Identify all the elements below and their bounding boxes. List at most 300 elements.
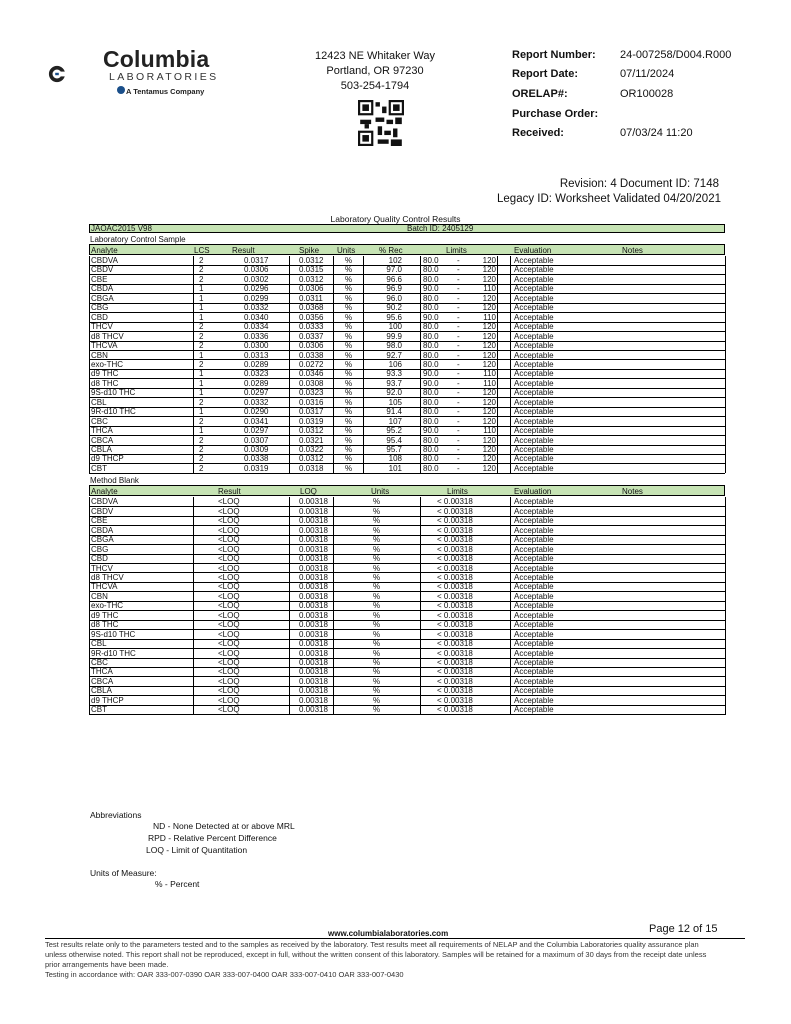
lcs-cell: - <box>457 454 460 464</box>
mb-cell: < 0.00318 <box>437 582 473 592</box>
mb-cell: < 0.00318 <box>437 639 473 649</box>
lcs-cell: - <box>457 341 460 351</box>
mb-cell: <LOQ <box>218 506 240 516</box>
lcs-cell: Acceptable <box>514 256 554 265</box>
mb-header-cell: Limits <box>447 487 468 497</box>
mb-cell: % <box>373 705 381 715</box>
mb-cell: <LOQ <box>218 525 240 535</box>
mb-cell: d8 THCV <box>91 572 124 582</box>
mb-cell: 0.00318 <box>299 639 328 649</box>
mb-cell: exo-THC <box>91 601 124 611</box>
lcs-cell: 0.0300 <box>244 341 269 351</box>
lcs-cell: % <box>345 274 353 284</box>
footer-divider <box>45 938 745 939</box>
lcs-grid-line <box>725 256 726 473</box>
mb-cell: CBCA <box>91 676 114 686</box>
lcs-header-cell: Result <box>232 246 255 255</box>
lcs-header-cell: Evaluation <box>514 246 552 255</box>
lcs-cell: Acceptable <box>514 284 554 294</box>
mb-cell: <LOQ <box>218 601 240 611</box>
lcs-cell: 80.0 <box>423 407 439 417</box>
method-name: JAOAC2015 V98 <box>91 224 152 233</box>
lcs-cell: 1 <box>199 407 204 417</box>
lcs-cell: 120 <box>482 322 496 332</box>
lcs-cell: 1 <box>199 293 204 303</box>
lcs-cell: 2 <box>199 397 204 407</box>
lcs-cell: 90.0 <box>423 378 439 388</box>
lcs-cell: 0.0312 <box>299 426 324 436</box>
mb-grid-line <box>420 497 421 714</box>
lcs-row-line <box>89 435 725 436</box>
lcs-cell: d8 THC <box>91 378 119 388</box>
lcs-cell: % <box>345 416 353 426</box>
mb-row-line <box>89 591 725 592</box>
lcs-cell: 120 <box>482 454 496 464</box>
lcs-cell: 1 <box>199 350 204 360</box>
mb-cell: % <box>373 535 381 545</box>
mb-cell: 0.00318 <box>299 563 328 573</box>
mb-cell: 0.00318 <box>299 695 328 705</box>
mb-cell: < 0.00318 <box>437 686 473 696</box>
mb-cell: Acceptable <box>514 554 554 564</box>
mb-cell: < 0.00318 <box>437 610 473 620</box>
lcs-cell: 95.2 <box>386 426 402 436</box>
mb-row-line <box>89 544 725 545</box>
mb-header-cell: Evaluation <box>514 487 552 497</box>
lcs-cell: 90.0 <box>423 426 439 436</box>
mb-cell: CBLA <box>91 686 112 696</box>
mb-cell: 0.00318 <box>299 497 328 507</box>
mb-grid-line <box>725 497 726 714</box>
lcs-cell: 93.7 <box>386 378 402 388</box>
lcs-cell: 0.0289 <box>244 359 269 369</box>
lcs-cell: 90.2 <box>386 303 402 313</box>
lcs-cell: 80.0 <box>423 416 439 426</box>
lcs-cell: CBLA <box>91 445 112 454</box>
lcs-cell: 0.0312 <box>299 256 324 265</box>
lcs-cell: 1 <box>199 303 204 313</box>
mb-cell: Acceptable <box>514 601 554 611</box>
lcs-cell: 0.0323 <box>244 369 269 379</box>
lcs-cell: 120 <box>482 265 496 275</box>
mb-cell: < 0.00318 <box>437 695 473 705</box>
mb-cell: < 0.00318 <box>437 705 473 715</box>
lcs-cell: 0.0346 <box>299 369 324 379</box>
mb-grid-line <box>193 497 194 714</box>
lcs-cell: 120 <box>482 331 496 341</box>
lcs-cell: 0.0341 <box>244 416 269 426</box>
units-heading: Units of Measure: <box>90 868 157 878</box>
lcs-cell: 97.0 <box>386 265 402 275</box>
lcs-grid-line <box>363 256 364 473</box>
lcs-cell: % <box>345 303 353 313</box>
lcs-cell: 2 <box>199 463 204 473</box>
lcs-cell: 120 <box>482 256 496 265</box>
mb-cell: Acceptable <box>514 497 554 507</box>
mb-cell: < 0.00318 <box>437 629 473 639</box>
mb-row-line <box>89 525 725 526</box>
mb-cell: 0.00318 <box>299 610 328 620</box>
lcs-cell: CBCA <box>91 435 114 445</box>
mb-cell: < 0.00318 <box>437 676 473 686</box>
mb-cell: < 0.00318 <box>437 525 473 535</box>
mb-cell: 0.00318 <box>299 572 328 582</box>
mb-cell: % <box>373 544 381 554</box>
lcs-cell: CBT <box>91 463 107 473</box>
lcs-cell: THCA <box>91 426 113 436</box>
lcs-row-line <box>89 359 725 360</box>
lcs-grid-line <box>497 256 498 473</box>
lcs-cell: 80.0 <box>423 435 439 445</box>
lcs-cell: 1 <box>199 284 204 294</box>
lcs-cell: 95.7 <box>386 445 402 454</box>
lcs-cell: 100 <box>388 322 402 332</box>
lcs-cell: 98.0 <box>386 341 402 351</box>
testing-compliance: Testing in accordance with: OAR 333-007-0390 OAR 333-007-0400 OAR 333-007-0410 OAR 333-007-0430 <box>45 970 404 979</box>
mb-cell: % <box>373 610 381 620</box>
lcs-cell: d8 THCV <box>91 331 124 341</box>
lcs-cell: Acceptable <box>514 293 554 303</box>
mb-cell: 0.00318 <box>299 601 328 611</box>
lcs-row-line <box>89 331 725 332</box>
lcs-cell: 106 <box>388 359 402 369</box>
lcs-cell: 120 <box>482 350 496 360</box>
lcs-cell: 0.0312 <box>299 274 324 284</box>
mb-row-line <box>89 516 725 517</box>
lcs-cell: Acceptable <box>514 350 554 360</box>
units-item: % - Percent <box>155 879 200 889</box>
lcs-cell: % <box>345 265 353 275</box>
lcs-cell: 92.0 <box>386 388 402 398</box>
lcs-cell: 105 <box>388 397 402 407</box>
mb-cell: < 0.00318 <box>437 506 473 516</box>
mb-cell: 9S-d10 THC <box>91 629 136 639</box>
mb-cell: <LOQ <box>218 667 240 677</box>
abbrev-nd: ND - None Detected at or above MRL <box>153 821 295 831</box>
lcs-grid-line <box>333 256 334 473</box>
mb-cell: THCVA <box>91 582 118 592</box>
legacy-id: Legacy ID: Worksheet Validated 04/20/2021 <box>497 193 721 205</box>
mb-cell: <LOQ <box>218 629 240 639</box>
mb-cell: CBT <box>91 705 107 715</box>
mb-cell: % <box>373 639 381 649</box>
qc-title: Laboratory Quality Control Results <box>330 214 461 224</box>
mb-cell: <LOQ <box>218 516 240 526</box>
mb-section-label: Method Blank <box>90 476 139 486</box>
lcs-cell: 0.0306 <box>244 265 269 275</box>
lcs-cell: 110 <box>483 284 496 294</box>
mb-cell: % <box>373 572 381 582</box>
lcs-cell: Acceptable <box>514 407 554 417</box>
lcs-cell: 80.0 <box>423 265 439 275</box>
lcs-cell: 90.0 <box>423 312 439 322</box>
lcs-cell: 80.0 <box>423 322 439 332</box>
lcs-cell: 0.0319 <box>244 463 269 473</box>
mb-cell: 0.00318 <box>299 525 328 535</box>
lcs-cell: 2 <box>199 359 204 369</box>
lcs-grid-line <box>289 256 290 473</box>
lcs-cell: 96.0 <box>386 293 402 303</box>
mb-cell: < 0.00318 <box>437 591 473 601</box>
mb-cell: 0.00318 <box>299 629 328 639</box>
lcs-row-line <box>89 284 725 285</box>
report-field-value: OR100028 <box>620 88 674 100</box>
lcs-cell: 2 <box>199 265 204 275</box>
lcs-cell: 0.0356 <box>299 312 324 322</box>
lcs-cell: CBD <box>91 312 108 322</box>
lcs-cell: 0.0317 <box>299 407 324 417</box>
mb-row-line <box>89 572 725 573</box>
revision: Revision: 4 Document ID: 7148 <box>559 178 719 190</box>
abbrev-loq: LOQ - Limit of Quantitation <box>146 845 248 855</box>
mb-header-cell: Units <box>371 487 390 497</box>
lcs-cell: 1 <box>199 426 204 436</box>
lcs-cell: d9 THCP <box>91 454 124 464</box>
lcs-cell: exo-THC <box>91 359 124 369</box>
lcs-cell: 0.0306 <box>299 284 324 294</box>
mb-row-line <box>89 658 725 659</box>
mb-cell: % <box>373 648 381 658</box>
lcs-cell: 120 <box>482 463 496 473</box>
lcs-cell: 1 <box>199 312 204 322</box>
lcs-cell: 120 <box>482 407 496 417</box>
lcs-row-line <box>89 303 725 304</box>
mb-cell: < 0.00318 <box>437 648 473 658</box>
lcs-cell: - <box>457 397 460 407</box>
report-field-label: Purchase Order: <box>512 108 599 120</box>
lcs-cell: % <box>345 454 353 464</box>
lcs-cell: Acceptable <box>514 426 554 436</box>
mb-cell: THCV <box>91 563 113 573</box>
mb-cell: <LOQ <box>218 544 240 554</box>
lcs-cell: 0.0322 <box>299 445 324 454</box>
mb-cell: % <box>373 516 381 526</box>
lcs-cell: 80.0 <box>423 303 439 313</box>
lcs-cell: CBC <box>91 416 108 426</box>
lcs-row-line <box>89 426 725 427</box>
company-name: Columbia <box>103 46 210 72</box>
lcs-cell: 0.0302 <box>244 274 269 284</box>
lcs-grid-line <box>89 256 90 473</box>
lcs-cell: 120 <box>482 293 496 303</box>
lcs-cell: Acceptable <box>514 435 554 445</box>
mb-cell: % <box>373 497 381 507</box>
columbia-logo-icon <box>48 44 108 104</box>
mb-row-line <box>89 648 725 649</box>
lcs-cell: 80.0 <box>423 256 439 265</box>
lcs-cell: 90.0 <box>423 369 439 379</box>
mb-row-line <box>89 714 725 715</box>
mb-row-line <box>89 563 725 564</box>
lcs-cell: 9R-d10 THC <box>91 407 136 417</box>
mb-grid-line <box>89 497 90 714</box>
lcs-cell: 80.0 <box>423 463 439 473</box>
lcs-cell: 80.0 <box>423 454 439 464</box>
mb-cell: <LOQ <box>218 658 240 667</box>
lcs-cell: % <box>345 445 353 454</box>
mb-cell: <LOQ <box>218 554 240 564</box>
mb-cell: Acceptable <box>514 658 554 667</box>
lcs-row-line <box>89 369 725 370</box>
mb-cell: 0.00318 <box>299 516 328 526</box>
qr-code-icon <box>358 100 404 146</box>
mb-cell: Acceptable <box>514 572 554 582</box>
report-field-label: Report Date: <box>512 68 579 80</box>
lcs-cell: CBDV <box>91 265 114 275</box>
lcs-cell: - <box>457 359 460 369</box>
mb-cell: <LOQ <box>218 497 240 507</box>
mb-cell: 9R-d10 THC <box>91 648 136 658</box>
mb-header-cell: Result <box>218 487 241 497</box>
lcs-cell: 120 <box>482 445 496 454</box>
disclaimer-1: Test results relate only to the parameters tested and to the samples as received by the laboratory. Test results meet all requirements of NELAP and the Columbia Laboratories quality assurance plan <box>45 940 699 949</box>
lcs-cell: 0.0334 <box>244 322 269 332</box>
mb-cell: d8 THC <box>91 620 119 630</box>
mb-cell: Acceptable <box>514 629 554 639</box>
mb-cell: 0.00318 <box>299 620 328 630</box>
mb-cell: < 0.00318 <box>437 535 473 545</box>
mb-cell: % <box>373 554 381 564</box>
lcs-cell: - <box>457 435 460 445</box>
lcs-cell: - <box>457 322 460 332</box>
lcs-grid-line <box>510 256 511 473</box>
mb-cell: 0.00318 <box>299 676 328 686</box>
mb-row-line <box>89 639 725 640</box>
lcs-cell: 110 <box>483 369 496 379</box>
mb-cell: < 0.00318 <box>437 554 473 564</box>
lcs-grid-line <box>193 256 194 473</box>
mb-cell: 0.00318 <box>299 648 328 658</box>
lcs-cell: 95.4 <box>386 435 402 445</box>
lcs-cell: - <box>457 303 460 313</box>
mb-cell: Acceptable <box>514 695 554 705</box>
lcs-cell: THCV <box>91 322 113 332</box>
lcs-cell: % <box>345 284 353 294</box>
mb-cell: CBL <box>91 639 107 649</box>
mb-cell: <LOQ <box>218 695 240 705</box>
lcs-cell: Acceptable <box>514 463 554 473</box>
lcs-cell: - <box>457 274 460 284</box>
mb-cell: % <box>373 506 381 516</box>
lcs-cell: Acceptable <box>514 445 554 454</box>
lcs-header-cell: LCS <box>194 246 210 255</box>
lcs-cell: 0.0340 <box>244 312 269 322</box>
lcs-cell: 2 <box>199 454 204 464</box>
lcs-cell: 2 <box>199 322 204 332</box>
lcs-cell: % <box>345 378 353 388</box>
lcs-cell: Acceptable <box>514 388 554 398</box>
report-field-label: Report Number: <box>512 49 596 61</box>
lcs-cell: 0.0321 <box>299 435 324 445</box>
lcs-row-line <box>89 312 725 313</box>
lcs-cell: % <box>345 341 353 351</box>
lcs-cell: - <box>457 284 460 294</box>
lcs-cell: % <box>345 350 353 360</box>
mb-cell: Acceptable <box>514 639 554 649</box>
lcs-row-line <box>89 341 725 342</box>
mb-cell: <LOQ <box>218 591 240 601</box>
mb-row-line <box>89 620 725 621</box>
mb-row-line <box>89 676 725 677</box>
lcs-cell: 0.0318 <box>299 463 324 473</box>
lcs-cell: % <box>345 369 353 379</box>
mb-cell: <LOQ <box>218 639 240 649</box>
mb-cell: <LOQ <box>218 686 240 696</box>
lcs-cell: 0.0337 <box>299 331 324 341</box>
lcs-cell: 2 <box>199 416 204 426</box>
mb-row-line <box>89 695 725 696</box>
mb-cell: Acceptable <box>514 705 554 715</box>
lcs-cell: 0.0315 <box>299 265 324 275</box>
lcs-cell: % <box>345 407 353 417</box>
lcs-header-cell: Units <box>337 246 356 255</box>
lcs-cell: % <box>345 359 353 369</box>
mb-row-line <box>89 629 725 630</box>
mb-cell: 0.00318 <box>299 667 328 677</box>
lcs-cell: - <box>457 265 460 275</box>
mb-grid-line <box>333 497 334 714</box>
lcs-cell: - <box>457 369 460 379</box>
lcs-cell: CBDVA <box>91 256 118 265</box>
lcs-cell: - <box>457 350 460 360</box>
mb-cell: CBDA <box>91 525 114 535</box>
mb-cell: Acceptable <box>514 610 554 620</box>
lcs-grid-line <box>420 256 421 473</box>
lcs-cell: 120 <box>482 303 496 313</box>
mb-cell: d9 THCP <box>91 695 124 705</box>
lcs-header-cell: % Rec <box>379 246 403 255</box>
lcs-row-line <box>89 378 725 379</box>
mb-cell: <LOQ <box>218 563 240 573</box>
lcs-cell: 0.0323 <box>299 388 324 398</box>
lcs-cell: 80.0 <box>423 445 439 454</box>
mb-cell: <LOQ <box>218 572 240 582</box>
lcs-cell: - <box>457 416 460 426</box>
lcs-cell: 96.9 <box>386 284 402 294</box>
lcs-cell: 91.4 <box>386 407 402 417</box>
mb-cell: Acceptable <box>514 591 554 601</box>
lcs-cell: 120 <box>482 341 496 351</box>
mb-cell: THCA <box>91 667 113 677</box>
lcs-cell: Acceptable <box>514 454 554 464</box>
report-field-label: Received: <box>512 127 564 139</box>
mb-cell: Acceptable <box>514 686 554 696</box>
mb-cell: Acceptable <box>514 525 554 535</box>
mb-cell: % <box>373 620 381 630</box>
mb-grid-line <box>510 497 511 714</box>
website-link[interactable]: www.columbialaboratories.com <box>328 929 449 938</box>
mb-cell: <LOQ <box>218 535 240 545</box>
address-line2: Portland, OR 97230 <box>326 65 424 77</box>
lcs-cell: - <box>457 445 460 454</box>
lcs-cell: 96.6 <box>386 274 402 284</box>
mb-cell: < 0.00318 <box>437 563 473 573</box>
lcs-cell: 0.0299 <box>244 293 269 303</box>
mb-row-line <box>89 506 725 507</box>
lcs-cell: 0.0297 <box>244 426 269 436</box>
mb-cell: CBD <box>91 554 108 564</box>
lcs-row-line <box>89 407 725 408</box>
lcs-cell: 120 <box>482 274 496 284</box>
mb-cell: % <box>373 658 381 667</box>
mb-cell: % <box>373 601 381 611</box>
lcs-cell: 0.0338 <box>299 350 324 360</box>
mb-cell: <LOQ <box>218 582 240 592</box>
mb-cell: < 0.00318 <box>437 497 473 507</box>
mb-cell: % <box>373 667 381 677</box>
lcs-cell: 0.0306 <box>299 341 324 351</box>
lcs-cell: 1 <box>199 369 204 379</box>
